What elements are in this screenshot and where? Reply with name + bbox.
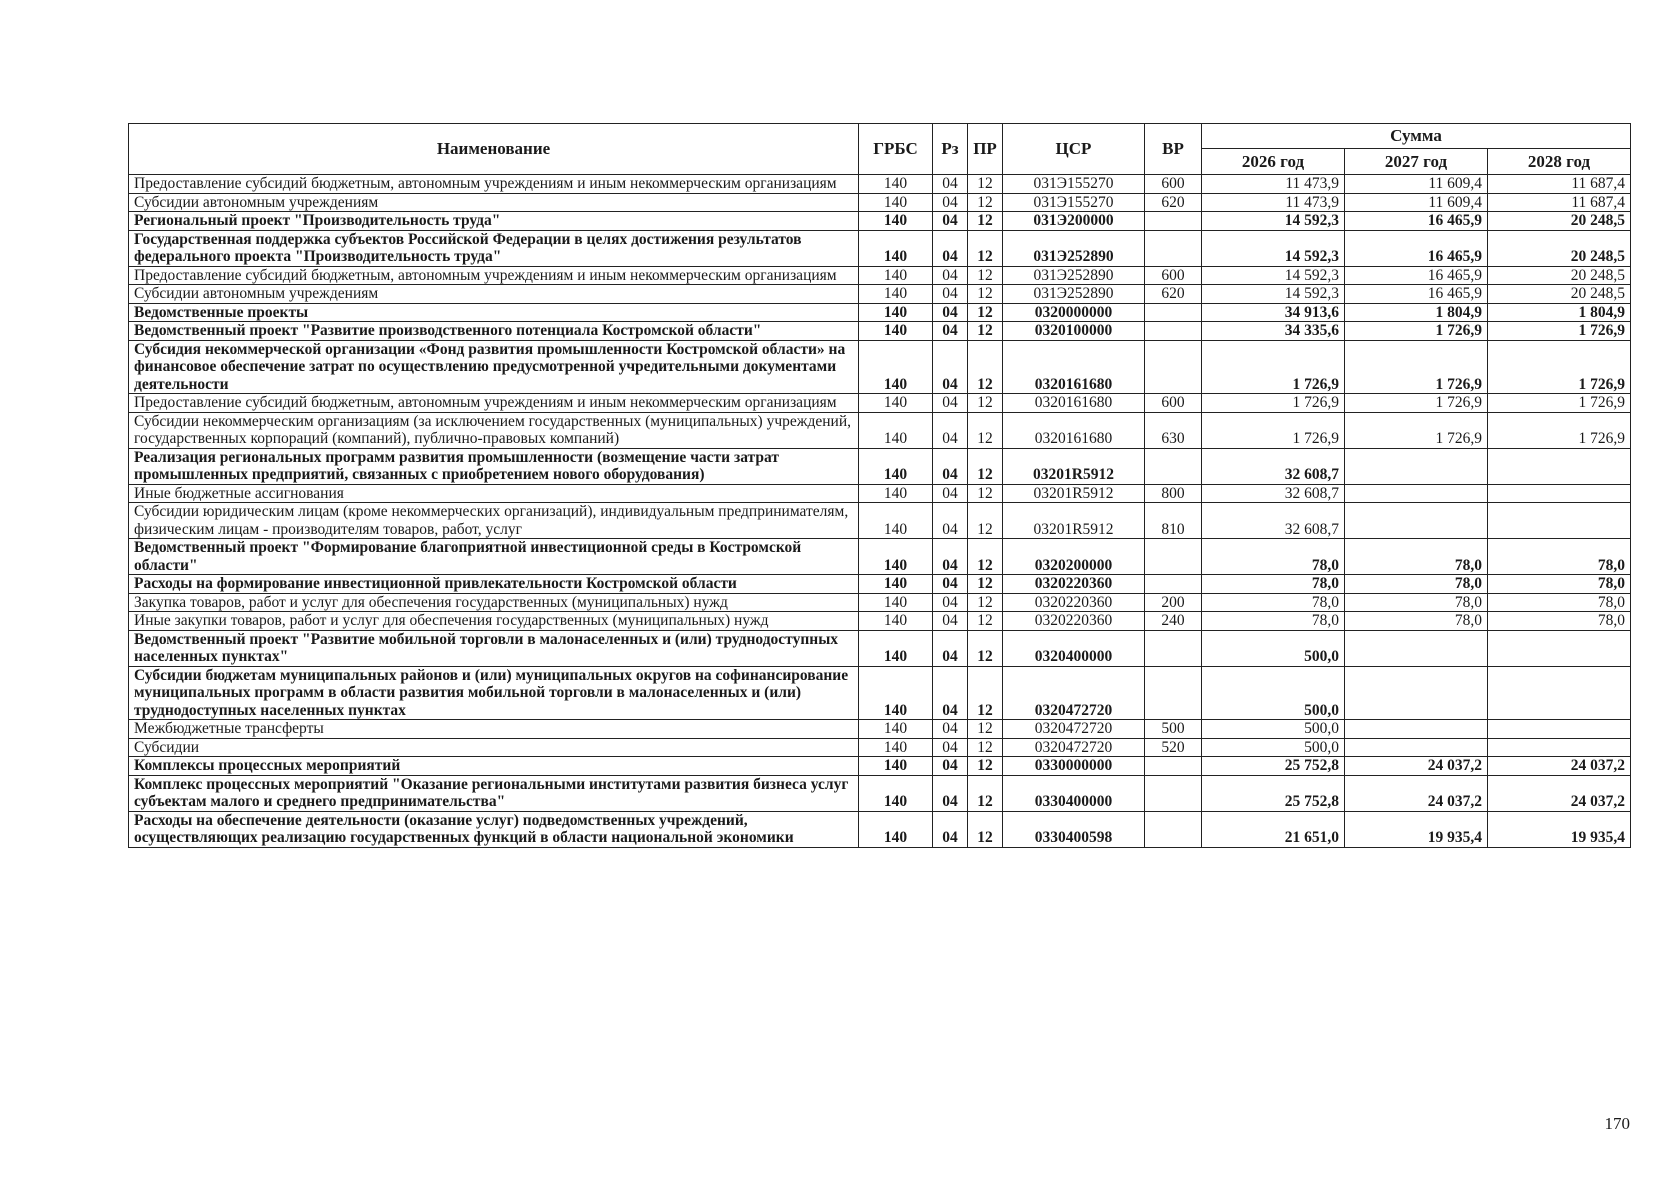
cell-vr: 600 xyxy=(1145,394,1202,413)
table-row xyxy=(129,503,1631,539)
cell-name: Субсидии бюджетам муниципальных районов и (или) муниципальных округов на софинансирование муниципальных программ в области развития мобильной торговли в малонаселенных и (или) труднодоступных населенных пунктах xyxy=(129,666,859,720)
cell-2027: 24 037,2 xyxy=(1345,757,1488,776)
cell-2027 xyxy=(1345,448,1488,484)
cell-2028 xyxy=(1488,503,1631,539)
header-2027: 2027 год xyxy=(1345,149,1488,175)
cell-name: Комплекс процессных мероприятий "Оказание региональными институтами развития бизнеса услуг субъектам малого и среднего предпринимательства" xyxy=(129,775,859,811)
cell-grbs: 140 xyxy=(859,811,933,847)
cell-2028: 1 726,9 xyxy=(1488,394,1631,413)
cell-2027: 19 935,4 xyxy=(1345,811,1488,847)
cell-vr: 620 xyxy=(1145,193,1202,212)
cell-name: Субсидии юридическим лицам (кроме некоммерческих организаций), индивидуальным предпринимателям, физическим лицам - производителям товаров, работ, услуг xyxy=(129,503,859,539)
cell-rz: 04 xyxy=(933,394,968,413)
cell-name: Расходы на обеспечение деятельности (оказание услуг) подведомственных учреждений, осуществляющих реализацию государственных функций в области национальной экономики xyxy=(129,811,859,847)
cell-pr: 12 xyxy=(968,720,1003,739)
cell-vr xyxy=(1145,575,1202,594)
cell-2026: 78,0 xyxy=(1202,575,1345,594)
header-row-1 xyxy=(129,124,1631,149)
cell-pr: 12 xyxy=(968,266,1003,285)
cell-2026: 14 592,3 xyxy=(1202,212,1345,231)
cell-vr: 800 xyxy=(1145,484,1202,503)
cell-vr: 200 xyxy=(1145,593,1202,612)
cell-2028: 78,0 xyxy=(1488,575,1631,594)
cell-2028: 78,0 xyxy=(1488,593,1631,612)
cell-grbs: 140 xyxy=(859,285,933,304)
cell-2028: 11 687,4 xyxy=(1488,193,1631,212)
cell-name: Реализация региональных программ развития промышленности (возмещение части затрат промышленных предприятий, связанных с приобретением нового оборудования) xyxy=(129,448,859,484)
cell-grbs: 140 xyxy=(859,539,933,575)
budget-table xyxy=(128,123,1631,848)
cell-csr: 03201R5912 xyxy=(1003,484,1145,503)
cell-name: Предоставление субсидий бюджетным, автономным учреждениям и иным некоммерческим организациям xyxy=(129,175,859,194)
cell-rz: 04 xyxy=(933,303,968,322)
cell-2026: 34 335,6 xyxy=(1202,322,1345,341)
cell-pr: 12 xyxy=(968,303,1003,322)
table-row xyxy=(129,811,1631,847)
cell-rz: 04 xyxy=(933,193,968,212)
table-row xyxy=(129,212,1631,231)
cell-2028 xyxy=(1488,738,1631,757)
cell-grbs: 140 xyxy=(859,322,933,341)
cell-name: Комплексы процессных мероприятий xyxy=(129,757,859,776)
cell-pr: 12 xyxy=(968,539,1003,575)
cell-pr: 12 xyxy=(968,285,1003,304)
cell-2026: 78,0 xyxy=(1202,612,1345,631)
cell-grbs: 140 xyxy=(859,303,933,322)
cell-csr: 0320220360 xyxy=(1003,593,1145,612)
cell-2027 xyxy=(1345,503,1488,539)
cell-rz: 04 xyxy=(933,630,968,666)
cell-rz: 04 xyxy=(933,484,968,503)
cell-2027 xyxy=(1345,630,1488,666)
cell-vr xyxy=(1145,230,1202,266)
cell-rz: 04 xyxy=(933,720,968,739)
cell-csr: 0320200000 xyxy=(1003,539,1145,575)
cell-pr: 12 xyxy=(968,412,1003,448)
cell-2026: 78,0 xyxy=(1202,593,1345,612)
table-row xyxy=(129,394,1631,413)
cell-rz: 04 xyxy=(933,175,968,194)
cell-2027: 24 037,2 xyxy=(1345,775,1488,811)
cell-grbs: 140 xyxy=(859,193,933,212)
cell-name: Ведомственный проект "Формирование благоприятной инвестиционной среды в Костромской области" xyxy=(129,539,859,575)
cell-csr: 0320400000 xyxy=(1003,630,1145,666)
cell-vr xyxy=(1145,448,1202,484)
cell-vr xyxy=(1145,322,1202,341)
cell-name: Предоставление субсидий бюджетным, автономным учреждениям и иным некоммерческим организациям xyxy=(129,394,859,413)
cell-rz: 04 xyxy=(933,212,968,231)
cell-2028: 20 248,5 xyxy=(1488,266,1631,285)
page-number: 170 xyxy=(1604,1114,1630,1133)
table-row xyxy=(129,322,1631,341)
cell-csr: 0320472720 xyxy=(1003,720,1145,739)
cell-vr: 240 xyxy=(1145,612,1202,631)
cell-vr: 500 xyxy=(1145,720,1202,739)
cell-2026: 1 726,9 xyxy=(1202,412,1345,448)
table-row xyxy=(129,193,1631,212)
cell-rz: 04 xyxy=(933,448,968,484)
cell-name: Ведомственный проект "Развитие производственного потенциала Костромской области" xyxy=(129,322,859,341)
cell-2026: 500,0 xyxy=(1202,666,1345,720)
cell-grbs: 140 xyxy=(859,503,933,539)
header-grbs: ГРБС xyxy=(859,124,933,175)
table-row xyxy=(129,266,1631,285)
cell-rz: 04 xyxy=(933,322,968,341)
cell-pr: 12 xyxy=(968,612,1003,631)
cell-grbs: 140 xyxy=(859,340,933,394)
cell-csr: 031Э155270 xyxy=(1003,193,1145,212)
cell-vr xyxy=(1145,775,1202,811)
table-body xyxy=(129,175,1631,848)
cell-grbs: 140 xyxy=(859,720,933,739)
cell-vr xyxy=(1145,757,1202,776)
cell-2026: 1 726,9 xyxy=(1202,340,1345,394)
header-pr: ПР xyxy=(968,124,1003,175)
cell-csr: 031Э200000 xyxy=(1003,212,1145,231)
cell-csr: 031Э155270 xyxy=(1003,175,1145,194)
cell-vr: 600 xyxy=(1145,175,1202,194)
cell-name: Региональный проект "Производительность труда" xyxy=(129,212,859,231)
cell-2028: 11 687,4 xyxy=(1488,175,1631,194)
cell-csr: 0330400000 xyxy=(1003,775,1145,811)
cell-rz: 04 xyxy=(933,612,968,631)
cell-csr: 0330400598 xyxy=(1003,811,1145,847)
cell-2028 xyxy=(1488,448,1631,484)
cell-name: Государственная поддержка субъектов Российской Федерации в целях достижения результатов федерального проекта "Производительность труда" xyxy=(129,230,859,266)
cell-name: Субсидия некоммерческой организации «Фонд развития промышленности Костромской области» на финансовое обеспечение затрат по осуществлению предусмотренной учредительными документами деятельности xyxy=(129,340,859,394)
cell-2027: 11 609,4 xyxy=(1345,193,1488,212)
cell-vr xyxy=(1145,212,1202,231)
cell-pr: 12 xyxy=(968,394,1003,413)
cell-2027: 1 726,9 xyxy=(1345,412,1488,448)
cell-2026: 14 592,3 xyxy=(1202,266,1345,285)
cell-2028: 24 037,2 xyxy=(1488,757,1631,776)
cell-2026: 34 913,6 xyxy=(1202,303,1345,322)
table-row xyxy=(129,484,1631,503)
table-row xyxy=(129,303,1631,322)
cell-vr xyxy=(1145,811,1202,847)
cell-pr: 12 xyxy=(968,322,1003,341)
cell-grbs: 140 xyxy=(859,630,933,666)
cell-pr: 12 xyxy=(968,503,1003,539)
cell-2028: 19 935,4 xyxy=(1488,811,1631,847)
cell-grbs: 140 xyxy=(859,448,933,484)
cell-grbs: 140 xyxy=(859,593,933,612)
cell-grbs: 140 xyxy=(859,757,933,776)
cell-2027: 78,0 xyxy=(1345,593,1488,612)
header-sum: Сумма xyxy=(1202,124,1631,149)
cell-name: Субсидии некоммерческим организациям (за исключением государственных (муниципальных) учреждений, государственных корпораций (компаний), публично-правовых компаний) xyxy=(129,412,859,448)
cell-csr: 0320161680 xyxy=(1003,412,1145,448)
cell-rz: 04 xyxy=(933,757,968,776)
cell-2027: 16 465,9 xyxy=(1345,230,1488,266)
cell-csr: 0320220360 xyxy=(1003,612,1145,631)
cell-2028: 1 726,9 xyxy=(1488,322,1631,341)
table-row xyxy=(129,775,1631,811)
cell-grbs: 140 xyxy=(859,266,933,285)
table-row xyxy=(129,448,1631,484)
table-row xyxy=(129,340,1631,394)
cell-2028: 1 804,9 xyxy=(1488,303,1631,322)
cell-2026: 25 752,8 xyxy=(1202,757,1345,776)
cell-csr: 03201R5912 xyxy=(1003,503,1145,539)
cell-pr: 12 xyxy=(968,575,1003,594)
cell-csr: 0320100000 xyxy=(1003,322,1145,341)
cell-rz: 04 xyxy=(933,666,968,720)
cell-2026: 500,0 xyxy=(1202,738,1345,757)
cell-vr: 810 xyxy=(1145,503,1202,539)
cell-vr xyxy=(1145,340,1202,394)
table-row xyxy=(129,575,1631,594)
cell-name: Иные закупки товаров, работ и услуг для обеспечения государственных (муниципальных) нужд xyxy=(129,612,859,631)
cell-csr: 0320000000 xyxy=(1003,303,1145,322)
cell-vr: 520 xyxy=(1145,738,1202,757)
cell-2028: 78,0 xyxy=(1488,612,1631,631)
cell-rz: 04 xyxy=(933,575,968,594)
cell-name: Межбюджетные трансферты xyxy=(129,720,859,739)
cell-rz: 04 xyxy=(933,738,968,757)
table-row xyxy=(129,630,1631,666)
cell-name: Расходы на формирование инвестиционной привлекательности Костромской области xyxy=(129,575,859,594)
cell-2027: 78,0 xyxy=(1345,575,1488,594)
cell-rz: 04 xyxy=(933,503,968,539)
cell-vr xyxy=(1145,303,1202,322)
cell-pr: 12 xyxy=(968,484,1003,503)
cell-csr: 0320472720 xyxy=(1003,666,1145,720)
cell-rz: 04 xyxy=(933,412,968,448)
cell-2028 xyxy=(1488,720,1631,739)
cell-csr: 03201R5912 xyxy=(1003,448,1145,484)
cell-name: Предоставление субсидий бюджетным, автономным учреждениям и иным некоммерческим организациям xyxy=(129,266,859,285)
cell-vr: 620 xyxy=(1145,285,1202,304)
cell-pr: 12 xyxy=(968,757,1003,776)
cell-csr: 0320161680 xyxy=(1003,394,1145,413)
cell-csr: 0320472720 xyxy=(1003,738,1145,757)
cell-csr: 0320220360 xyxy=(1003,575,1145,594)
table-row xyxy=(129,666,1631,720)
table-row xyxy=(129,412,1631,448)
cell-2028: 24 037,2 xyxy=(1488,775,1631,811)
cell-2027 xyxy=(1345,720,1488,739)
cell-pr: 12 xyxy=(968,175,1003,194)
cell-rz: 04 xyxy=(933,775,968,811)
header-csr: ЦСР xyxy=(1003,124,1145,175)
table-row xyxy=(129,539,1631,575)
cell-pr: 12 xyxy=(968,593,1003,612)
cell-name: Ведомственный проект "Развитие мобильной торговли в малонаселенных и (или) труднодоступных населенных пунктах" xyxy=(129,630,859,666)
cell-2028 xyxy=(1488,630,1631,666)
table-row xyxy=(129,612,1631,631)
cell-grbs: 140 xyxy=(859,484,933,503)
cell-pr: 12 xyxy=(968,630,1003,666)
cell-pr: 12 xyxy=(968,193,1003,212)
cell-rz: 04 xyxy=(933,539,968,575)
cell-rz: 04 xyxy=(933,340,968,394)
cell-rz: 04 xyxy=(933,230,968,266)
cell-2026: 14 592,3 xyxy=(1202,230,1345,266)
header-vr: ВР xyxy=(1145,124,1202,175)
cell-2028: 20 248,5 xyxy=(1488,212,1631,231)
cell-2027: 1 804,9 xyxy=(1345,303,1488,322)
cell-vr xyxy=(1145,630,1202,666)
cell-2026: 78,0 xyxy=(1202,539,1345,575)
cell-grbs: 140 xyxy=(859,666,933,720)
cell-rz: 04 xyxy=(933,266,968,285)
table-row xyxy=(129,738,1631,757)
cell-2026: 500,0 xyxy=(1202,630,1345,666)
cell-vr xyxy=(1145,539,1202,575)
header-name: Наименование xyxy=(129,124,859,175)
cell-2027: 16 465,9 xyxy=(1345,212,1488,231)
cell-2028: 1 726,9 xyxy=(1488,340,1631,394)
cell-2028: 78,0 xyxy=(1488,539,1631,575)
cell-2027: 78,0 xyxy=(1345,539,1488,575)
cell-grbs: 140 xyxy=(859,612,933,631)
cell-name: Субсидии автономным учреждениям xyxy=(129,285,859,304)
cell-2027: 1 726,9 xyxy=(1345,394,1488,413)
cell-grbs: 140 xyxy=(859,775,933,811)
cell-grbs: 140 xyxy=(859,394,933,413)
cell-2027: 16 465,9 xyxy=(1345,285,1488,304)
cell-2027: 78,0 xyxy=(1345,612,1488,631)
cell-name: Субсидии xyxy=(129,738,859,757)
cell-2028: 20 248,5 xyxy=(1488,285,1631,304)
cell-pr: 12 xyxy=(968,212,1003,231)
header-2028: 2028 год xyxy=(1488,149,1631,175)
cell-pr: 12 xyxy=(968,448,1003,484)
cell-2026: 11 473,9 xyxy=(1202,193,1345,212)
cell-pr: 12 xyxy=(968,775,1003,811)
cell-2027 xyxy=(1345,484,1488,503)
cell-grbs: 140 xyxy=(859,175,933,194)
cell-2026: 1 726,9 xyxy=(1202,394,1345,413)
table-row xyxy=(129,720,1631,739)
cell-2027 xyxy=(1345,666,1488,720)
cell-rz: 04 xyxy=(933,285,968,304)
cell-grbs: 140 xyxy=(859,230,933,266)
cell-2028: 20 248,5 xyxy=(1488,230,1631,266)
cell-csr: 0320161680 xyxy=(1003,340,1145,394)
cell-grbs: 140 xyxy=(859,738,933,757)
cell-pr: 12 xyxy=(968,340,1003,394)
cell-name: Закупка товаров, работ и услуг для обеспечения государственных (муниципальных) нужд xyxy=(129,593,859,612)
table-row xyxy=(129,593,1631,612)
table-row xyxy=(129,230,1631,266)
table-row xyxy=(129,285,1631,304)
header-rz: Рз xyxy=(933,124,968,175)
cell-2027: 1 726,9 xyxy=(1345,340,1488,394)
table-row xyxy=(129,757,1631,776)
cell-csr: 031Э252890 xyxy=(1003,230,1145,266)
cell-2026: 11 473,9 xyxy=(1202,175,1345,194)
cell-csr: 031Э252890 xyxy=(1003,266,1145,285)
cell-2027: 1 726,9 xyxy=(1345,322,1488,341)
cell-csr: 031Э252890 xyxy=(1003,285,1145,304)
cell-2026: 32 608,7 xyxy=(1202,503,1345,539)
cell-grbs: 140 xyxy=(859,212,933,231)
cell-pr: 12 xyxy=(968,811,1003,847)
cell-grbs: 140 xyxy=(859,412,933,448)
cell-2026: 32 608,7 xyxy=(1202,484,1345,503)
cell-pr: 12 xyxy=(968,738,1003,757)
cell-2028 xyxy=(1488,666,1631,720)
cell-vr xyxy=(1145,666,1202,720)
cell-name: Ведомственные проекты xyxy=(129,303,859,322)
cell-vr: 630 xyxy=(1145,412,1202,448)
cell-name: Субсидии автономным учреждениям xyxy=(129,193,859,212)
cell-pr: 12 xyxy=(968,230,1003,266)
cell-csr: 0330000000 xyxy=(1003,757,1145,776)
cell-pr: 12 xyxy=(968,666,1003,720)
cell-vr: 600 xyxy=(1145,266,1202,285)
cell-2027: 11 609,4 xyxy=(1345,175,1488,194)
cell-2026: 32 608,7 xyxy=(1202,448,1345,484)
cell-2027: 16 465,9 xyxy=(1345,266,1488,285)
cell-name: Иные бюджетные ассигнования xyxy=(129,484,859,503)
cell-2028 xyxy=(1488,484,1631,503)
header-2026: 2026 год xyxy=(1202,149,1345,175)
cell-2026: 21 651,0 xyxy=(1202,811,1345,847)
budget-table-sheet xyxy=(128,123,1630,848)
table-row xyxy=(129,175,1631,194)
cell-grbs: 140 xyxy=(859,575,933,594)
cell-2028: 1 726,9 xyxy=(1488,412,1631,448)
cell-rz: 04 xyxy=(933,593,968,612)
cell-rz: 04 xyxy=(933,811,968,847)
cell-2027 xyxy=(1345,738,1488,757)
cell-2026: 500,0 xyxy=(1202,720,1345,739)
cell-2026: 14 592,3 xyxy=(1202,285,1345,304)
cell-2026: 25 752,8 xyxy=(1202,775,1345,811)
